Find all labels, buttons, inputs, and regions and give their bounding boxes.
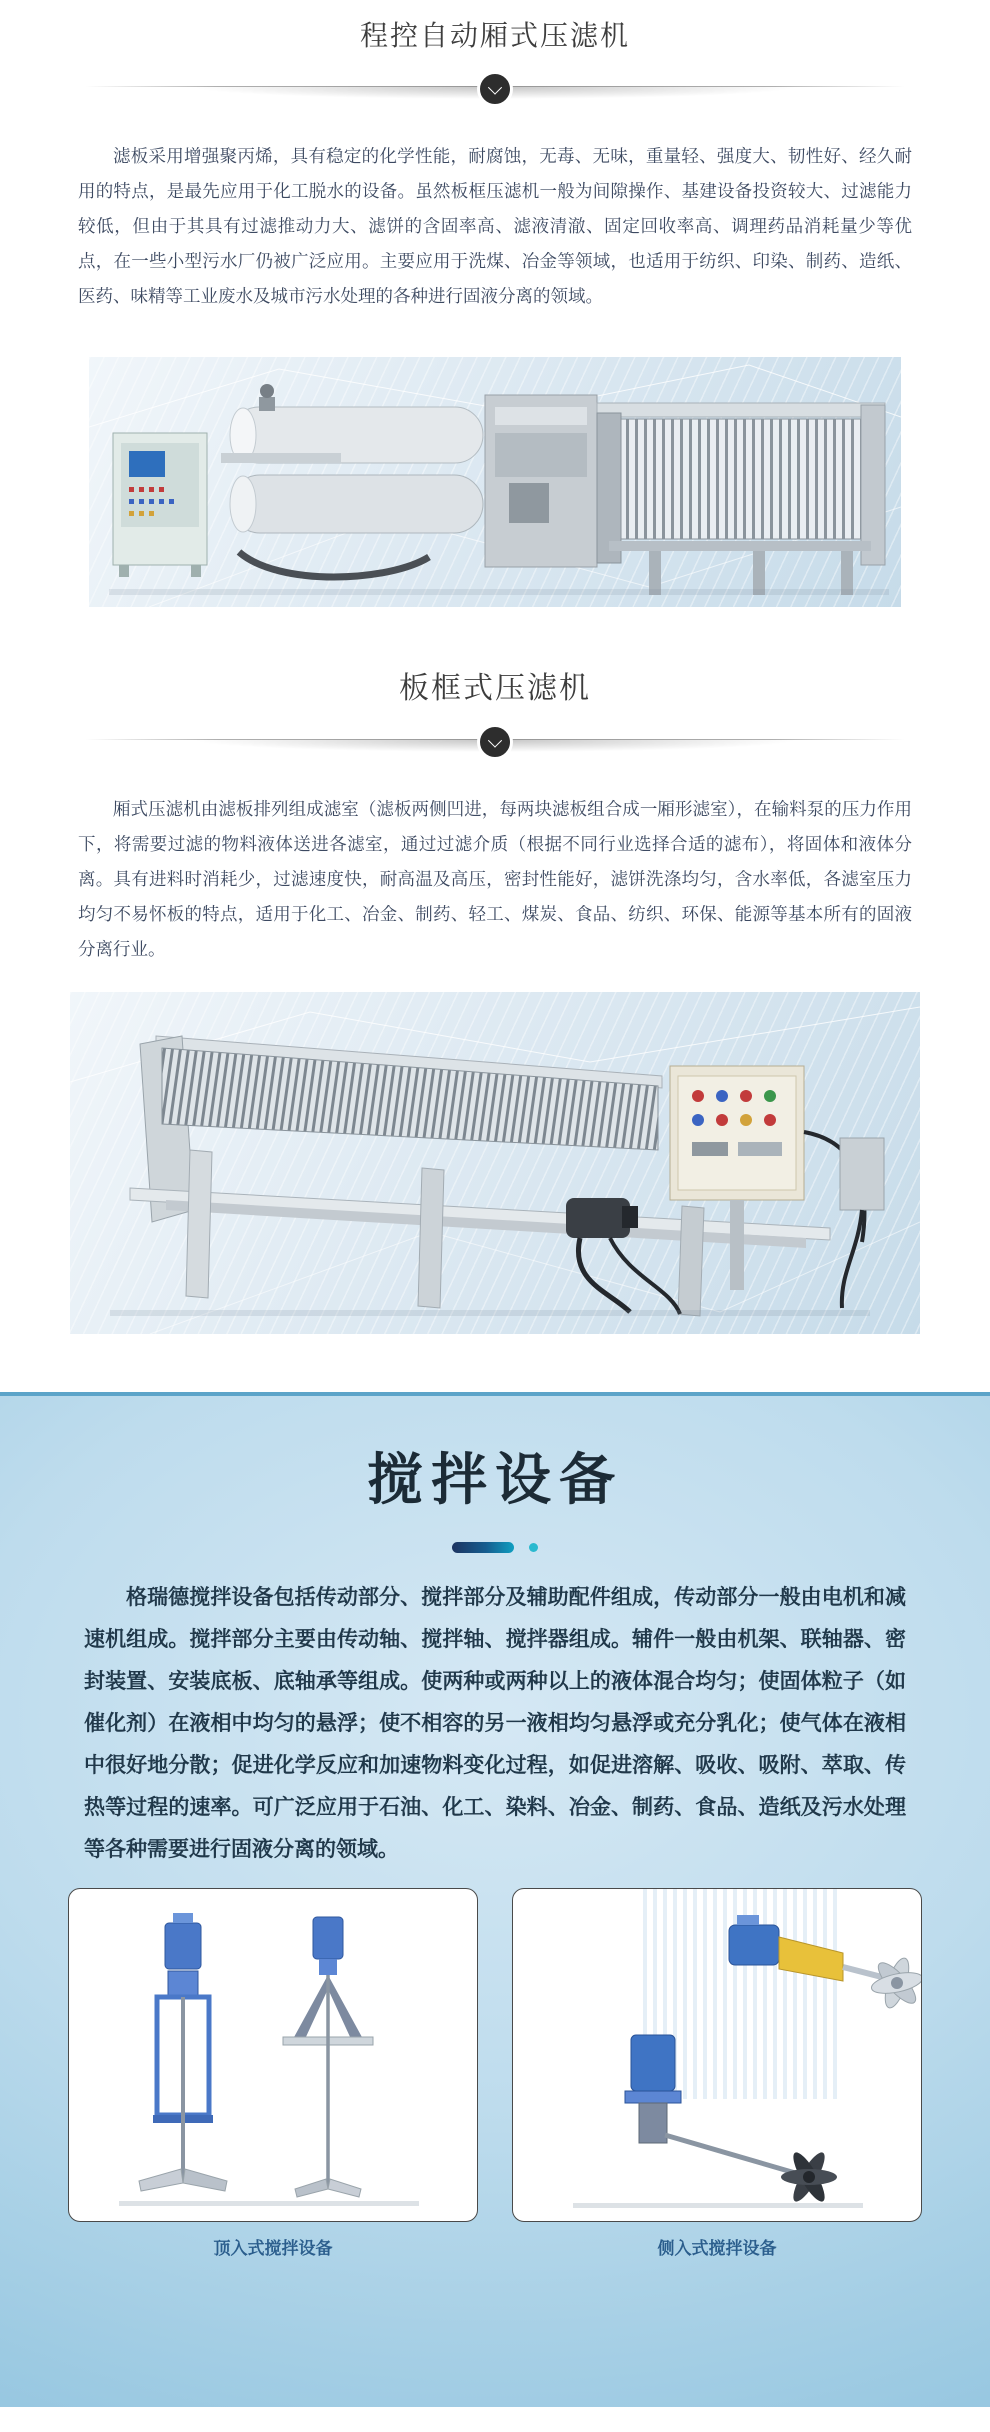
mixing-title-divider xyxy=(452,1542,538,1554)
chevron-down-icon xyxy=(488,81,502,95)
scroll-down-button[interactable] xyxy=(477,724,513,760)
floor-shadow xyxy=(573,2203,863,2208)
auto-press-product-image xyxy=(89,357,901,607)
paragraph-auto-press: 滤板采用增强聚丙烯，具有稳定的化学性能，耐腐蚀，无毒、无味，重量轻、强度大、韧性好、经久耐用的特点，是最先应用于化工脱水的设备。虽然板框压滤机一般为间隙操作、基建设备投资较大、过滤能力较低，但由于其具有过滤推动力大、滤饼的含固率高、滤液清澈、固定回收率高、调理药品消耗量少等优点，在一些小型污水厂仍被广泛应用。主要应用于洗煤、冶金等领域，也适用于纺织、印染、制药、造纸、医药、味精等工业废水及城市污水处理的各种进行固液分离的领域。 xyxy=(78,147,912,307)
floor-shadow xyxy=(109,589,889,595)
section-title-auto-press: 程控自动厢式压滤机 xyxy=(359,19,630,52)
top-entry-mixer-illustration xyxy=(69,1889,477,2221)
plate-frame-product-image xyxy=(70,992,920,1334)
side-entry-mixer-image xyxy=(512,1888,922,2222)
paragraph-plate-frame: 厢式压滤机由滤板排列组成滤室（滤板两侧凹进，每两块滤板组合成一厢形滤室），在输料泵的压力作用下，将需要过滤的物料液体送进各滤室，通过过滤介质（根据不同行业选择合适的滤布），将固体和液体分离。具有进料时消耗少，过滤速度快，耐高温及高压，密封性能好，滤饼洗涤均匀，含水率低，各滤室压力均匀不易怀板的特点，适用于化工、冶金、制药、轻工、煤炭、食品、纺织、环保、能源等基本所有的固液分离行业。 xyxy=(78,800,912,960)
chevron-down-icon xyxy=(488,734,502,748)
auto-press-illustration xyxy=(89,357,901,607)
mixer-unit-frame-type xyxy=(139,1913,227,2191)
gradient-bar xyxy=(452,1542,514,1553)
caption-top-entry: 顶入式搅拌设备 xyxy=(213,2239,333,2259)
paragraph-mixing: 格瑞德搅拌设备包括传动部分、搅拌部分及辅助配件组成，传动部分一般由电机和减速机组成。搅拌部分主要由传动轴、搅拌轴、搅拌器组成。辅件一般由机架、联轴器、密封装置、安装底板、底轴承等组成。使两种或两种以上的液体混合均匀；使固体粒子（如催化剂）在液相中均匀的悬浮；使不相容的另一液相均匀悬浮或充分乳化；使气体在液相中很好地分散；促进化学反应和加速物料变化过程，如促进溶解、吸收、吸附、萃取、传热等过程的速率。可广泛应用于石油、化工、染料、冶金、制药、食品、造纸及污水处理等各种需要进行固液分离的领域。 xyxy=(84,1585,906,1861)
card-side-entry-mixer xyxy=(512,1888,922,2259)
side-entry-mixer-illustration xyxy=(513,1889,921,2221)
section-divider xyxy=(0,66,990,112)
top-entry-mixer-image xyxy=(68,1888,478,2222)
accent-dot xyxy=(529,1543,538,1552)
section-title-plate-frame: 板框式压滤机 xyxy=(399,671,591,706)
floor-shadow xyxy=(110,1310,870,1316)
section-title-mixing: 搅拌设备 xyxy=(367,1448,623,1513)
control-cabinet xyxy=(113,433,207,577)
mixing-equipment-section xyxy=(0,1392,990,2407)
feed-tanks xyxy=(221,384,483,577)
caption-side-entry: 侧入式搅拌设备 xyxy=(657,2239,777,2259)
scroll-down-button[interactable] xyxy=(477,71,513,107)
mixer-cards-row xyxy=(68,1888,922,2259)
card-top-entry-mixer xyxy=(68,1888,478,2259)
mixer-unit-tripod-type xyxy=(283,1917,373,2197)
plate-frame-illustration xyxy=(70,992,920,1334)
press-frame xyxy=(485,395,885,595)
floor-shadow xyxy=(119,2201,419,2206)
section-divider xyxy=(0,719,990,765)
